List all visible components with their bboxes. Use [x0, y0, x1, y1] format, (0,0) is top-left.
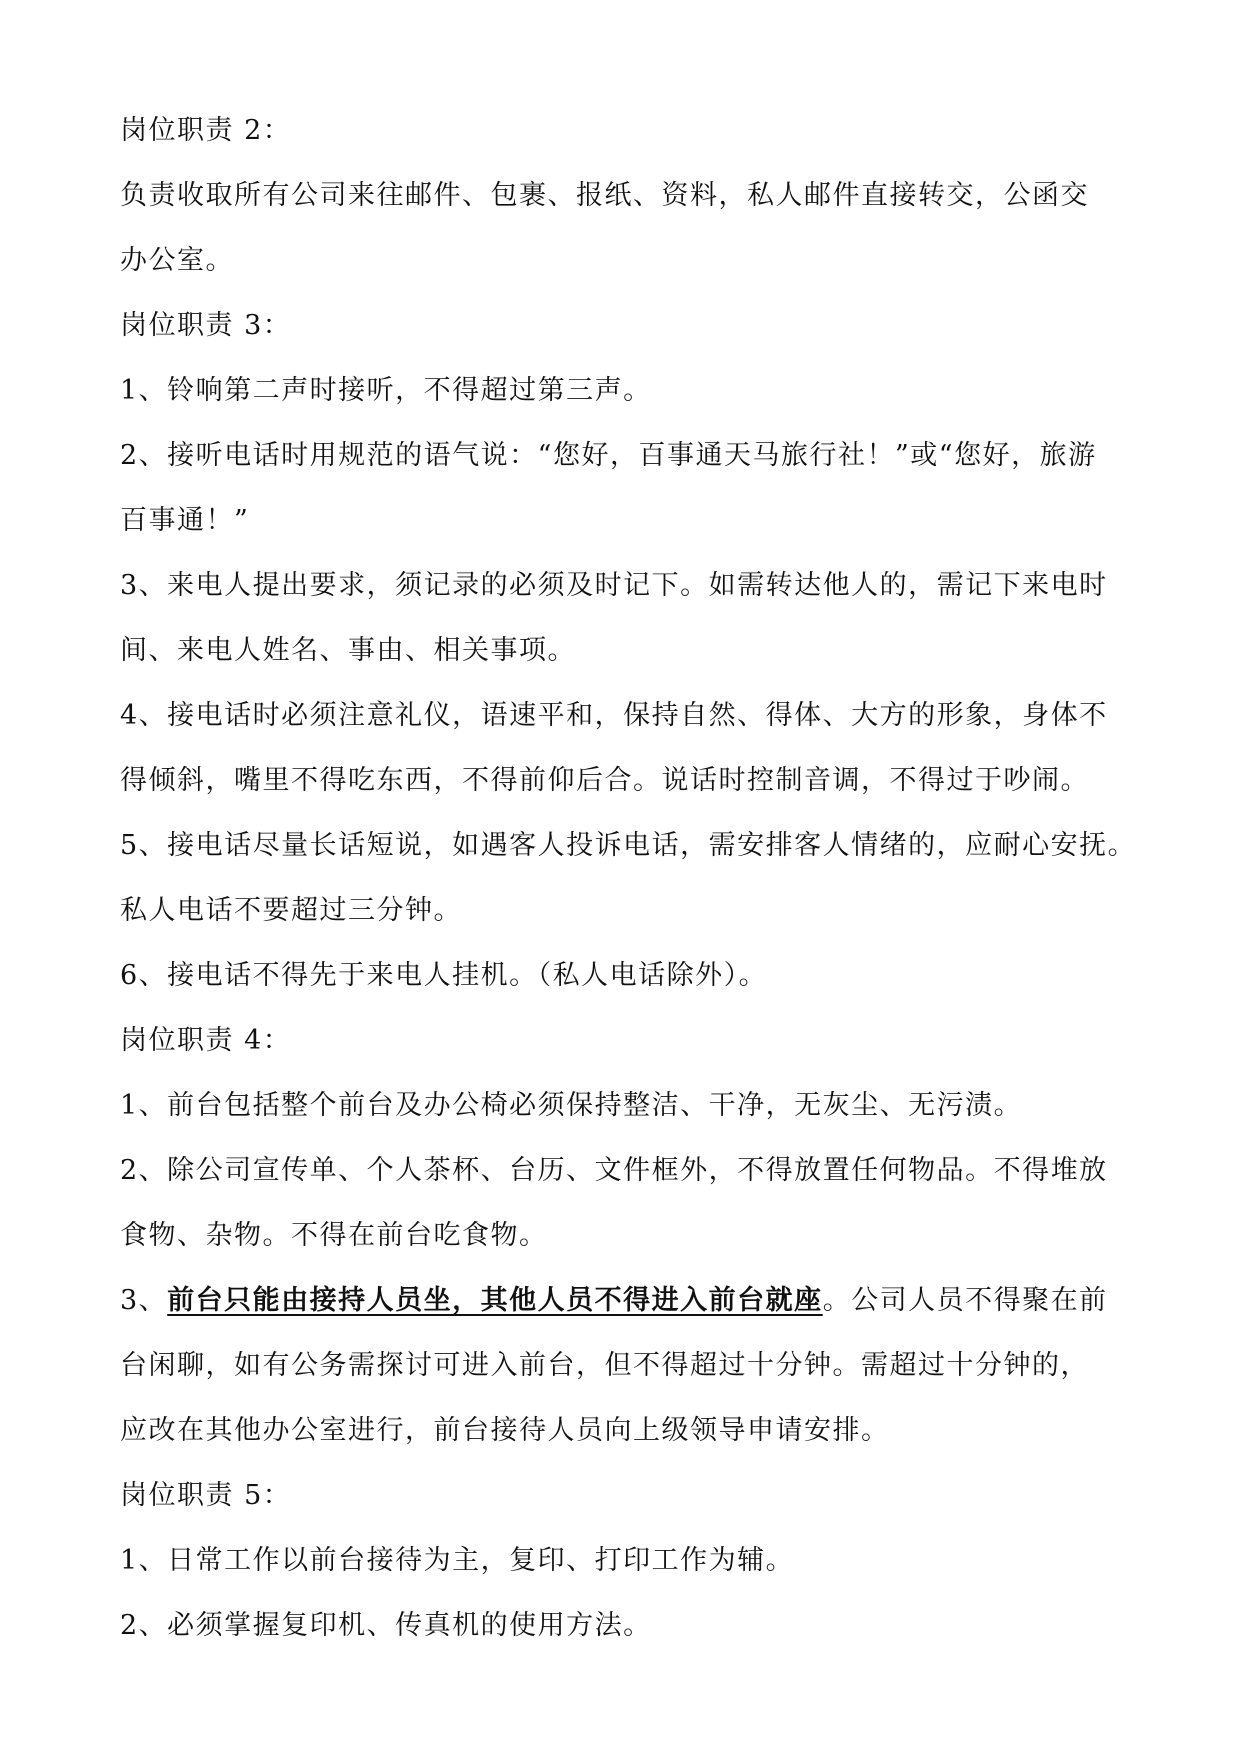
list-item-prefix: 3、: [120, 1285, 168, 1316]
list-item: 3、来电人提出要求，须记录的必须及时记下。如需转达他人的，需记下来电时: [120, 570, 1108, 601]
list-item: 6、接电话不得先于来电人挂机。（私人电话除外）。: [120, 960, 768, 991]
emphasized-text: 前台只能由接持人员坐，其他人员不得进入前台就座: [167, 1285, 823, 1316]
list-item: 1、前台包括整个前台及办公椅必须保持整洁、干净，无灰尘、无污渍。: [120, 1090, 1023, 1121]
list-item: 2、必须掌握复印机、传真机的使用方法。: [120, 1610, 652, 1641]
section-heading: 岗位职责 3：: [120, 310, 292, 341]
list-item: 2、除公司宣传单、个人茶杯、台历、文件框外，不得放置任何物品。不得堆放: [120, 1155, 1108, 1186]
list-item: 4、接电话时必须注意礼仪，语速平和，保持自然、得体、大方的形象，身体不: [120, 700, 1108, 731]
paragraph-line: 食物、杂物。不得在前台吃食物。: [120, 1220, 548, 1251]
paragraph-line: 负责收取所有公司来往邮件、包裹、报纸、资料，私人邮件直接转交，公函交: [120, 180, 1089, 211]
list-item: 1、日常工作以前台接待为主，复印、打印工作为辅。: [120, 1545, 795, 1576]
paragraph-line: 办公室。: [120, 245, 234, 276]
paragraph-line: 间、来电人姓名、事由、相关事项。: [120, 635, 576, 666]
section-heading: 岗位职责 2：: [120, 115, 292, 146]
paragraph-line: 应改在其他办公室进行，前台接待人员向上级领导申请安排。: [120, 1415, 890, 1446]
document-body: [120, 98, 1137, 1658]
list-item: 5、接电话尽量长话短说，如遇客人投诉电话，需安排客人情绪的，应耐心安抚。: [120, 830, 1137, 861]
section-heading: 岗位职责 5：: [120, 1480, 292, 1511]
paragraph-line: 百事通！”: [120, 505, 250, 536]
paragraph-line: 台闲聊，如有公务需探讨可进入前台，但不得超过十分钟。需超过十分钟的，: [120, 1350, 1089, 1381]
paragraph-line: 私人电话不要超过三分钟。: [120, 895, 462, 926]
list-item-emphasized: [120, 1268, 1130, 1333]
section-heading: 岗位职责 4：: [120, 1025, 292, 1056]
list-item: 2、接听电话时用规范的语气说：“您好，百事通天马旅行社！”或“您好，旅游: [120, 440, 1097, 471]
list-item-suffix: 。公司人员不得聚在前: [822, 1285, 1108, 1316]
list-item: 1、铃响第二声时接听，不得超过第三声。: [120, 375, 652, 406]
paragraph-line: 得倾斜，嘴里不得吃东西，不得前仰后合。说话时控制音调，不得过于吵闹。: [120, 765, 1089, 796]
